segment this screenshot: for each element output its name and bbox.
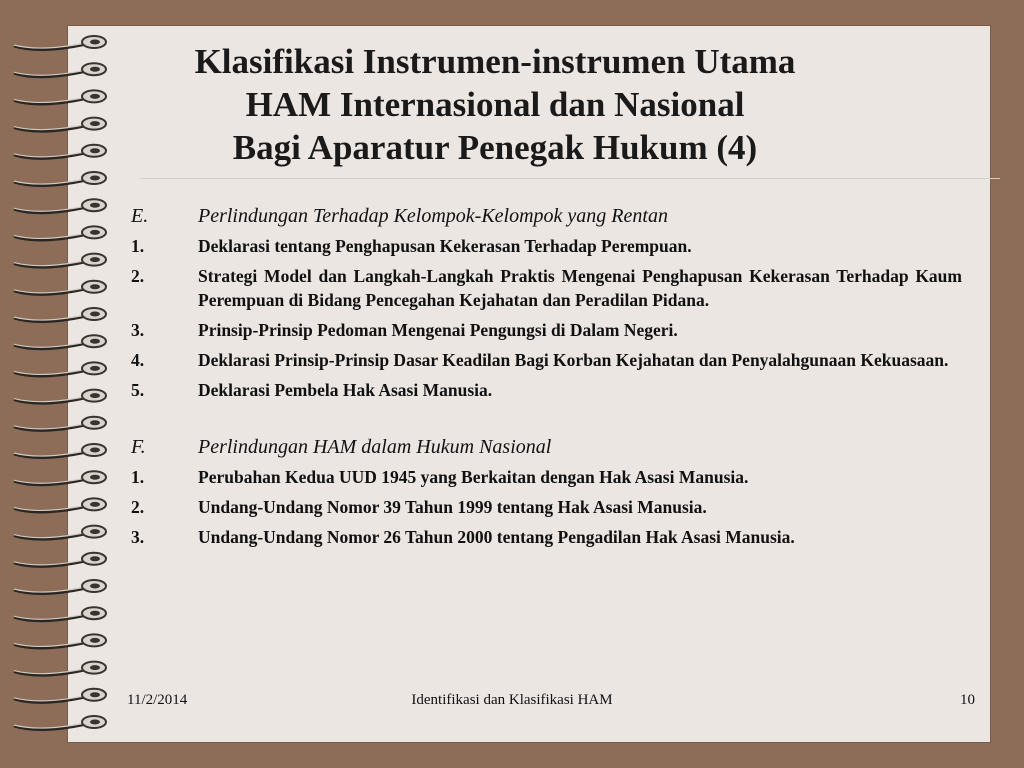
list-item	[131, 465, 962, 489]
footer-title: Identifikasi dan Klasifikasi HAM	[411, 692, 613, 708]
slide-content	[131, 203, 962, 555]
item-number: 1.	[131, 467, 145, 487]
title-line-3: Bagi Aparatur Penegak Hukum (4)	[232, 128, 758, 167]
item-number: 5.	[131, 380, 145, 400]
item-number: 3.	[131, 527, 145, 547]
section-marker: F.	[131, 436, 146, 458]
item-number: 3.	[131, 320, 145, 340]
title-divider	[140, 178, 1000, 179]
item-text: Strategi Model dan Langkah-Langkah Praktis Mengenai Penghapusan Kekerasan Terhadap Kaum Perempuan di Bidang Pencegahan Kejahatan dan Peradilan Pidana.	[198, 266, 962, 310]
list-item	[131, 318, 962, 342]
section-title: Perlindungan Terhadap Kelompok-Kelompok yang Rentan	[198, 205, 668, 227]
section-heading	[131, 203, 962, 229]
item-text: Perubahan Kedua UUD 1945 yang Berkaitan dengan Hak Asasi Manusia.	[198, 467, 749, 487]
page-title	[140, 40, 850, 169]
footer-date: 11/2/2014	[127, 692, 188, 708]
list-item	[131, 348, 962, 372]
list-item	[131, 525, 962, 549]
list-item	[131, 234, 962, 258]
item-text: Deklarasi Prinsip-Prinsip Dasar Keadilan Bagi Korban Kejahatan dan Penyalahgunaan Kekuasaan.	[198, 350, 949, 370]
page-number: 10	[960, 692, 975, 708]
title-line-2: HAM Internasional dan Nasional	[245, 85, 745, 124]
item-text: Undang-Undang Nomor 26 Tahun 2000 tentang Pengadilan Hak Asasi Manusia.	[198, 527, 795, 547]
section-f	[131, 434, 962, 549]
section-heading	[131, 434, 962, 460]
item-number: 1.	[131, 236, 145, 256]
spiral-binding-icon	[0, 0, 135, 768]
section-title: Perlindungan HAM dalam Hukum Nasional	[198, 436, 552, 458]
item-text: Prinsip-Prinsip Pedoman Mengenai Pengungsi di Dalam Negeri.	[198, 320, 678, 340]
list-item	[131, 264, 962, 312]
item-text: Undang-Undang Nomor 39 Tahun 1999 tentang Hak Asasi Manusia.	[198, 497, 707, 517]
list-item	[131, 495, 962, 519]
item-text: Deklarasi tentang Penghapusan Kekerasan Terhadap Perempuan.	[198, 236, 692, 256]
section-marker: E.	[131, 205, 149, 227]
item-number: 2.	[131, 266, 145, 286]
title-line-1: Klasifikasi Instrumen-instrumen Utama	[194, 42, 796, 81]
list-item	[131, 378, 962, 402]
item-number: 4.	[131, 350, 145, 370]
item-text: Deklarasi Pembela Hak Asasi Manusia.	[198, 380, 493, 400]
item-number: 2.	[131, 497, 145, 517]
section-e	[131, 203, 962, 402]
